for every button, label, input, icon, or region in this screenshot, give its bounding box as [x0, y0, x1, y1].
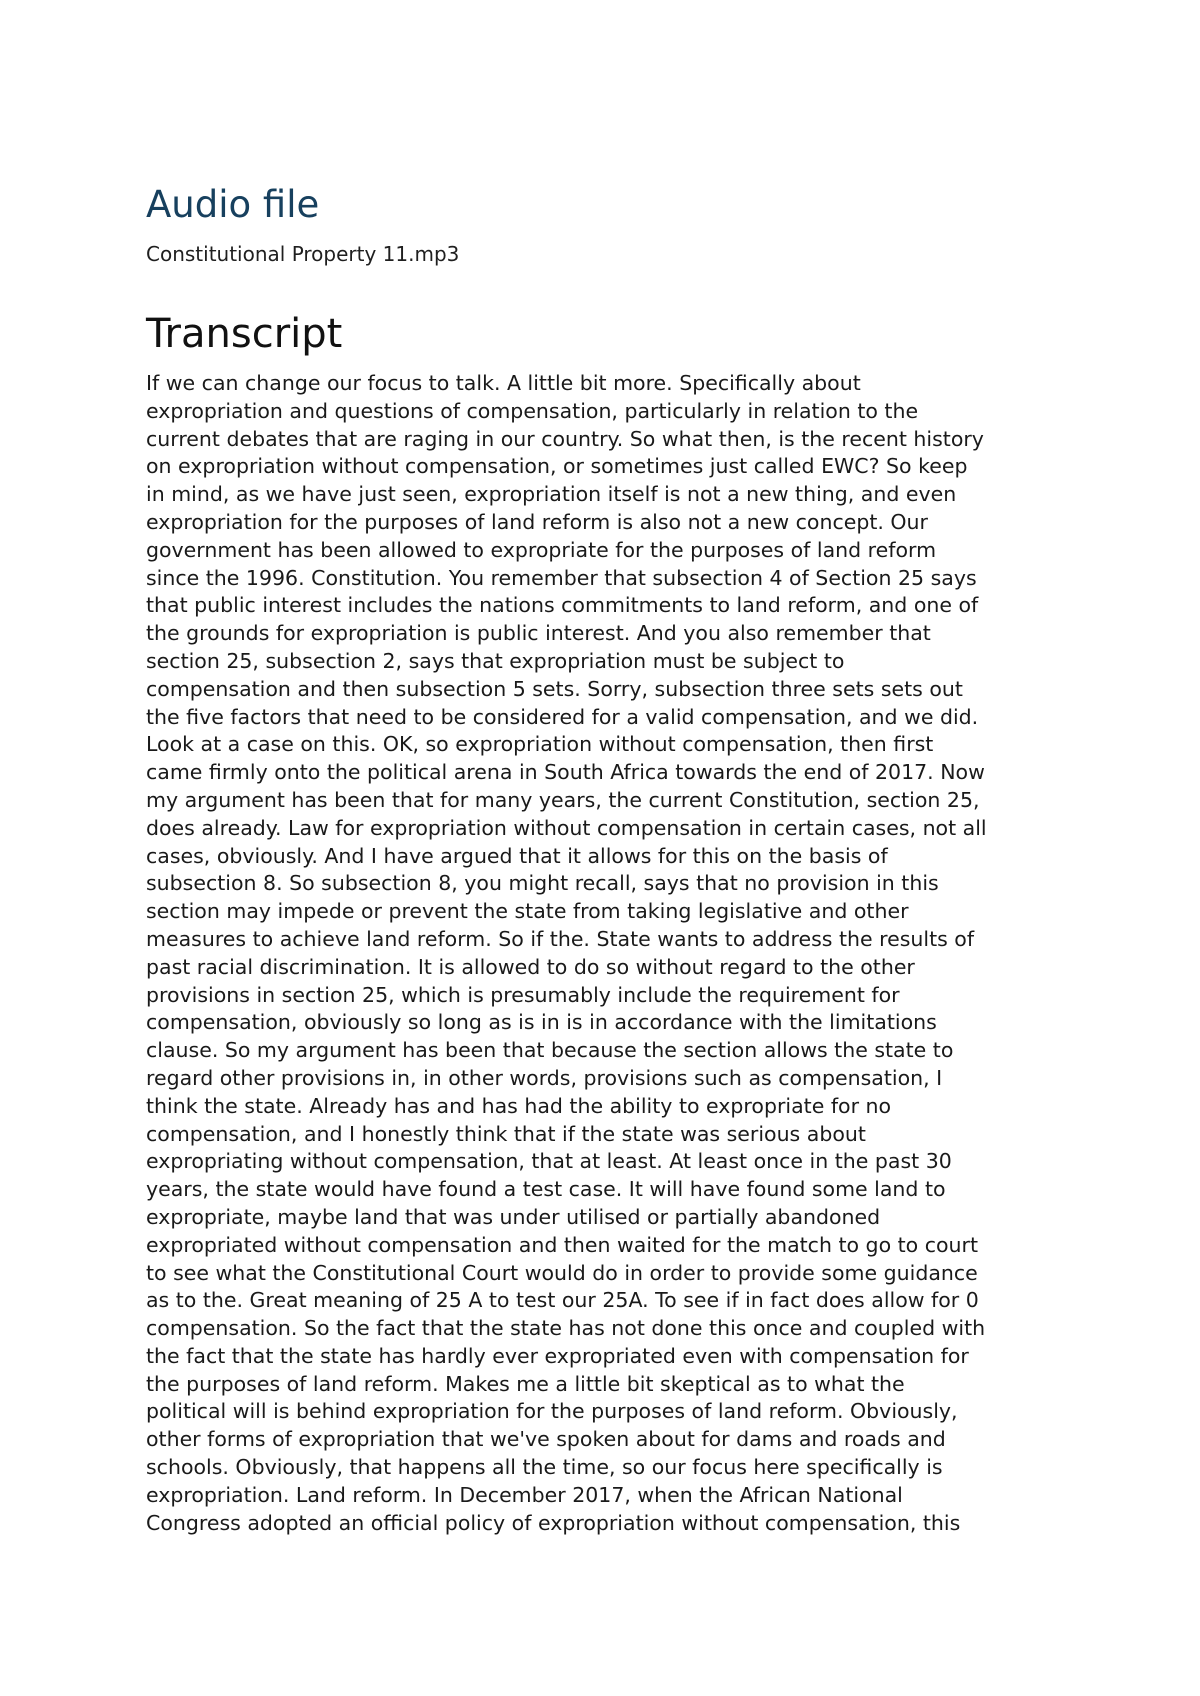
audio-filename: Constitutional Property 11.mp3: [146, 242, 460, 266]
transcript-line: past racial discrimination. It is allowed to do so without regard to the other: [146, 954, 915, 979]
transcript-line: that public interest includes the nations commitments to land reform, and one of: [146, 593, 979, 618]
transcript-line: think the state. Already has and has had the ability to expropriate for no: [146, 1093, 892, 1118]
transcript-line: regard other provisions in, in other words, provisions such as compensation, I: [146, 1065, 943, 1090]
transcript-line: Look at a case on this. OK, so expropriation without compensation, then first: [146, 732, 934, 757]
transcript-line: expropriation. Land reform. In December 2017, when the African National: [146, 1482, 903, 1507]
transcript-line: does already. Law for expropriation without compensation in certain cases, not all: [146, 815, 987, 840]
transcript-heading: Transcript: [146, 311, 343, 357]
transcript-line: expropriated without compensation and then waited for the match to go to court: [146, 1232, 978, 1257]
transcript-line: on expropriation without compensation, or sometimes just called EWC? So keep: [146, 454, 968, 479]
transcript-line: political will is behind expropriation for the purposes of land reform. Obviously,: [146, 1399, 958, 1424]
transcript-line: came firmly onto the political arena in South Africa towards the end of 2017. Now: [146, 760, 985, 785]
transcript-line: the fact that the state has hardly ever expropriated even with compensation for: [146, 1343, 969, 1368]
transcript-line: If we can change our focus to talk. A little bit more. Specifically about: [146, 371, 861, 395]
transcript-line: as to the. Great meaning of 25 A to test our 25A. To see if in fact does allow for 0: [146, 1288, 979, 1313]
transcript-line: clause. So my argument has been that because the section allows the state to: [146, 1038, 954, 1063]
transcript-line: to see what the Constitutional Court would do in order to provide some guidance: [146, 1260, 978, 1285]
transcript-line: compensation, and I honestly think that if the state was serious about: [146, 1121, 866, 1146]
transcript-line: cases, obviously. And I have argued that it allows for this on the basis of: [146, 843, 888, 868]
transcript-line: expropriation and questions of compensation, particularly in relation to the: [146, 398, 919, 423]
transcript-line: section 25, subsection 2, says that expropriation must be subject to: [146, 648, 845, 673]
transcript-line: compensation and then subsection 5 sets. Sorry, subsection three sets sets out: [146, 676, 963, 701]
transcript-line: expropriating without compensation, that at least. At least once in the past 30: [146, 1149, 952, 1174]
transcript-line: since the 1996. Constitution. You remember that subsection 4 of Section 25 says: [146, 565, 977, 590]
transcript-line: the purposes of land reform. Makes me a little bit skeptical as to what the: [146, 1371, 905, 1396]
transcript-line: government has been allowed to expropriate for the purposes of land reform: [146, 537, 937, 562]
transcript-line: the five factors that need to be considered for a valid compensation, and we did.: [146, 704, 979, 729]
transcript-line: subsection 8. So subsection 8, you might recall, says that no provision in this: [146, 871, 939, 896]
transcript-line: other forms of expropriation that we've spoken about for dams and roads and: [146, 1427, 946, 1452]
transcript-line: my argument has been that for many years, the current Constitution, section 25,: [146, 787, 980, 812]
transcript-line: expropriation for the purposes of land reform is also not a new concept. Our: [146, 509, 928, 534]
document-content: [146, 180, 1066, 1537]
transcript-line: the grounds for expropriation is public interest. And you also remember that: [146, 621, 931, 646]
audio-file-heading: Audio file: [146, 183, 320, 226]
transcript-line: section may impede or prevent the state from taking legislative and other: [146, 899, 909, 924]
transcript-line: schools. Obviously, that happens all the time, so our focus here specifically is: [146, 1455, 943, 1480]
transcript-line: compensation, obviously so long as is in is in accordance with the limitations: [146, 1010, 937, 1035]
transcript-line: years, the state would have found a test case. It will have found some land to: [146, 1177, 946, 1202]
transcript-line: provisions in section 25, which is presumably include the requirement for: [146, 982, 900, 1007]
transcript-line: compensation. So the fact that the state has not done this once and coupled with: [146, 1316, 986, 1341]
transcript-line: in mind, as we have just seen, expropriation itself is not a new thing, and even: [146, 482, 957, 507]
transcript-line: current debates that are raging in our country. So what then, is the recent history: [146, 426, 984, 451]
transcript-line: measures to achieve land reform. So if the. State wants to address the results of: [146, 926, 975, 951]
transcript-body: [146, 370, 1066, 1537]
transcript-line: expropriate, maybe land that was under utilised or partially abandoned: [146, 1204, 881, 1229]
transcript-line: Congress adopted an official policy of expropriation without compensation, this: [146, 1510, 961, 1535]
